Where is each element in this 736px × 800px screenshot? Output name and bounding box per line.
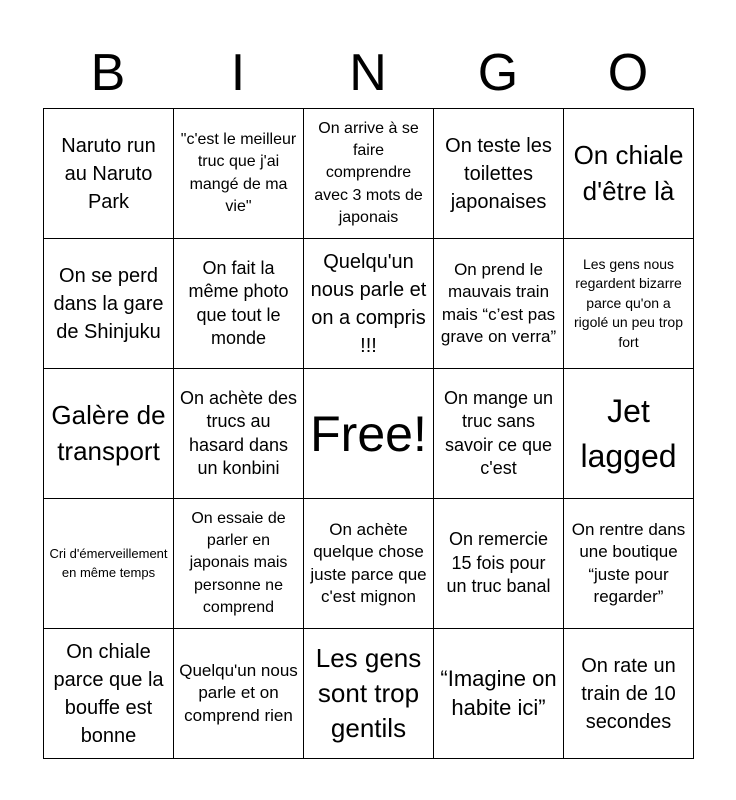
cell-text: On prend le mauvais train mais “c’est pas grave on verra” bbox=[440, 259, 557, 346]
bingo-cell[interactable] bbox=[174, 239, 304, 369]
board-row bbox=[44, 369, 694, 499]
cell-text: Les gens sont trop gentils bbox=[315, 642, 422, 744]
bingo-cell[interactable] bbox=[44, 629, 174, 759]
bingo-cell[interactable] bbox=[564, 629, 694, 759]
cell-text: "c'est le meilleur truc que j'ai mangé de ma vie" bbox=[180, 130, 297, 215]
header-letter-n: N bbox=[349, 44, 387, 102]
header-letter-o: O bbox=[607, 44, 649, 102]
cell-text: On fait la même photo que tout le monde bbox=[188, 257, 289, 348]
bingo-cell[interactable] bbox=[174, 109, 304, 239]
bingo-cell[interactable] bbox=[44, 239, 174, 369]
cell-text: Galère de transport bbox=[51, 400, 166, 466]
bingo-cell[interactable] bbox=[304, 629, 434, 759]
bingo-cell[interactable] bbox=[304, 499, 434, 629]
cell-text: Jet lagged bbox=[580, 392, 677, 474]
cell-text: On mange un truc sans savoir ce que c'est bbox=[443, 387, 554, 478]
bingo-cell[interactable] bbox=[434, 629, 564, 759]
cell-text: Quelqu'un nous parle et on a compris !!! bbox=[310, 250, 427, 357]
cell-text: On arrive à se faire comprendre avec 3 mots de japonais bbox=[314, 119, 423, 227]
cell-text: On rate un train de 10 secondes bbox=[581, 654, 676, 733]
bingo-cell[interactable] bbox=[174, 629, 304, 759]
header-letter-g: G bbox=[477, 44, 519, 102]
bingo-cell[interactable] bbox=[174, 499, 304, 629]
cell-text: “Imagine on habite ici” bbox=[440, 665, 557, 720]
bingo-cell[interactable] bbox=[44, 109, 174, 239]
bingo-cell[interactable] bbox=[434, 369, 564, 499]
bingo-cell[interactable] bbox=[174, 369, 304, 499]
cell-text: On achète des trucs au hasard dans un konbini bbox=[179, 387, 298, 478]
bingo-cell[interactable] bbox=[434, 499, 564, 629]
cell-text: On chiale d'être là bbox=[573, 140, 684, 206]
free-cell[interactable] bbox=[304, 369, 434, 499]
board-row bbox=[44, 109, 694, 239]
header-letter-i: I bbox=[230, 44, 246, 102]
cell-text: Naruto run au Naruto Park bbox=[61, 134, 156, 213]
cell-text: On remercie 15 fois pour un truc banal bbox=[446, 529, 551, 597]
cell-text: On achète quelque chose juste parce que c'est mignon bbox=[310, 519, 427, 606]
board-row bbox=[44, 499, 694, 629]
cell-text: Quelqu'un nous parle et on comprend rien bbox=[179, 660, 298, 725]
bingo-header bbox=[43, 38, 693, 108]
board-row bbox=[44, 629, 694, 759]
bingo-cell[interactable] bbox=[564, 239, 694, 369]
bingo-cell[interactable] bbox=[564, 499, 694, 629]
bingo-cell[interactable] bbox=[564, 369, 694, 499]
bingo-cell[interactable] bbox=[44, 369, 174, 499]
bingo-cell[interactable] bbox=[434, 109, 564, 239]
bingo-cell[interactable] bbox=[564, 109, 694, 239]
cell-text: On essaie de parler en japonais mais personne ne comprend bbox=[189, 509, 288, 617]
cell-text: Cri d'émerveillement en même temps bbox=[49, 545, 168, 580]
bingo-cell[interactable] bbox=[304, 239, 434, 369]
cell-text: On rentre dans une boutique “juste pour regarder” bbox=[571, 519, 686, 606]
header-letter-b: B bbox=[90, 44, 126, 102]
cell-text: On teste les toilettes japonaises bbox=[445, 134, 552, 213]
board-row bbox=[44, 239, 694, 369]
free-space-label: Free! bbox=[310, 405, 427, 462]
bingo-cell[interactable] bbox=[434, 239, 564, 369]
cell-text: Les gens nous regardent bizarre parce qu'on a rigolé un peu trop fort bbox=[574, 255, 683, 350]
cell-text: On se perd dans la gare de Shinjuku bbox=[53, 264, 164, 343]
cell-text: On chiale parce que la bouffe est bonne bbox=[53, 640, 164, 747]
bingo-board bbox=[43, 108, 694, 759]
bingo-cell[interactable] bbox=[304, 109, 434, 239]
bingo-cell[interactable] bbox=[44, 499, 174, 629]
